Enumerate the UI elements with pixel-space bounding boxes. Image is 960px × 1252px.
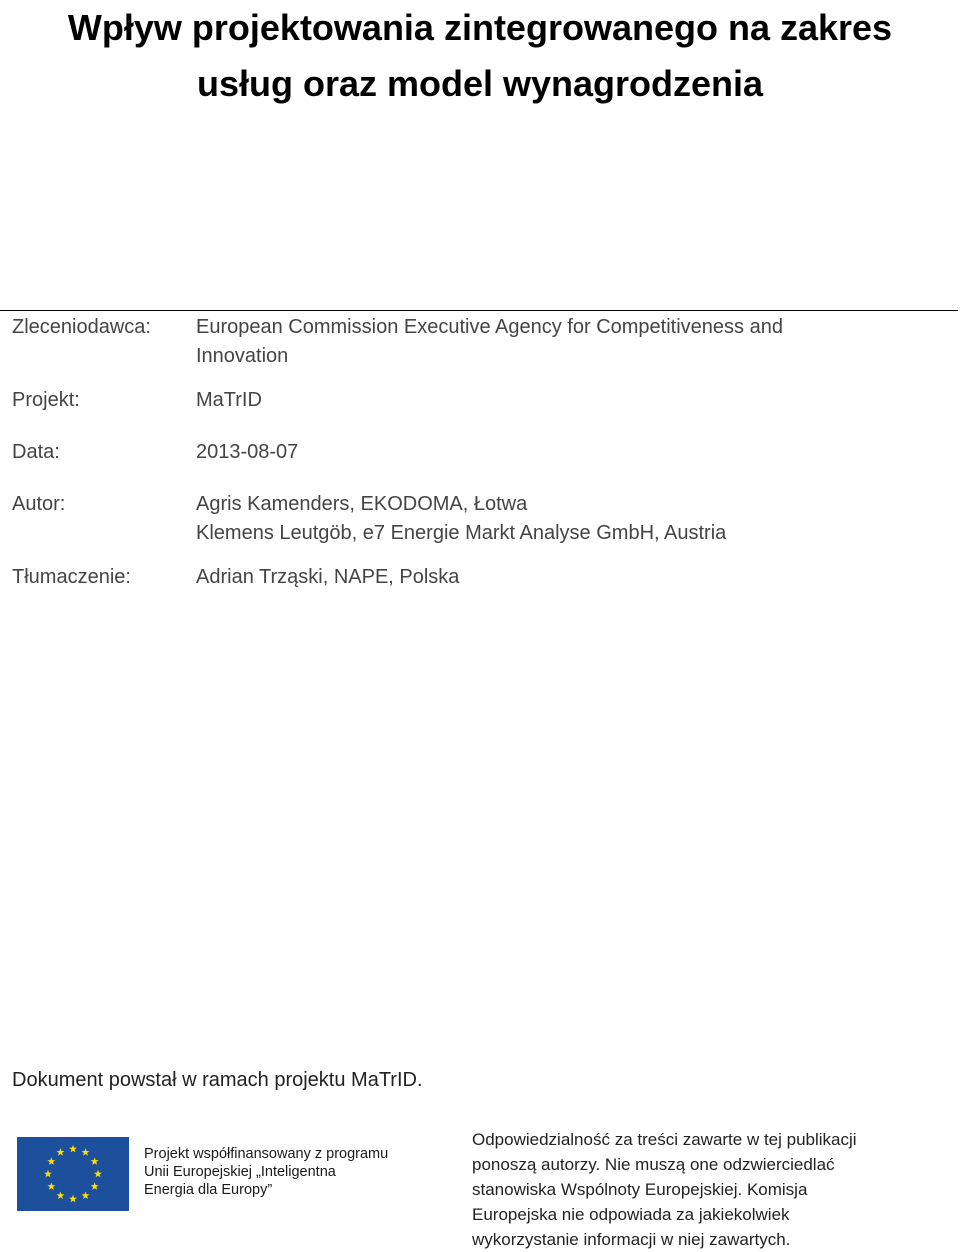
eu-star-icon (44, 1170, 52, 1178)
eu-star-icon (57, 1148, 65, 1156)
eu-funding-line-3: Energia dla Europy” (144, 1182, 273, 1198)
eu-funding-line-2: Unii Europejskiej „Inteligentna (144, 1164, 336, 1180)
eu-star-icon (69, 1145, 77, 1153)
eu-star-icon (91, 1157, 99, 1165)
author-label: Autor: (12, 493, 66, 515)
eu-funding-block (17, 1137, 407, 1213)
project-value: MaTrID (196, 389, 262, 411)
author-value (196, 490, 726, 548)
document-title (0, 0, 960, 112)
eu-star-icon (47, 1182, 55, 1190)
eu-funding-line-1: Projekt współfinansowany z programu (144, 1146, 389, 1162)
eu-stars-icon (17, 1137, 129, 1211)
header-divider (0, 310, 958, 311)
eu-star-icon (69, 1195, 77, 1203)
translation-value: Adrian Trząski, NAPE, Polska (196, 566, 460, 588)
disclaimer-line-3: stanowiska Wspólnoty Europejskiej. Komisja (472, 1180, 808, 1199)
eu-star-icon (47, 1157, 55, 1165)
eu-funding-text (144, 1145, 388, 1199)
client-label: Zleceniodawca: (12, 316, 151, 338)
translation-label: Tłumaczenie: (12, 566, 131, 588)
project-note: Dokument powstał w ramach projektu MaTrID. (12, 1069, 423, 1091)
eu-star-icon (82, 1148, 90, 1156)
eu-star-icon (91, 1182, 99, 1190)
disclaimer (472, 1127, 952, 1252)
title-line-2: usług oraz model wynagrodzenia (196, 63, 764, 104)
client-value (196, 313, 783, 371)
project-label: Projekt: (12, 389, 80, 411)
title-line-1: Wpływ projektowania zintegrowanego na zakres (67, 7, 893, 48)
date-value: 2013-08-07 (196, 441, 299, 463)
author-line-1: Agris Kamenders, EKODOMA, Łotwa (196, 493, 528, 515)
disclaimer-line-1: Odpowiedzialność za treści zawarte w tej publikacji (472, 1130, 857, 1149)
author-line-2: Klemens Leutgöb, e7 Energie Markt Analyse GmbH, Austria (196, 522, 727, 544)
client-line-2: Innovation (196, 345, 289, 367)
eu-star-icon (57, 1191, 65, 1199)
disclaimer-line-5: wykorzystanie informacji w niej zawartych. (472, 1230, 791, 1249)
eu-star-icon (94, 1170, 102, 1178)
disclaimer-line-2: ponoszą autorzy. Nie muszą one odzwierciedlać (472, 1155, 835, 1174)
eu-flag-icon (17, 1137, 129, 1211)
date-label: Data: (12, 441, 60, 463)
client-line-1: European Commission Executive Agency for Competitiveness and (196, 316, 783, 338)
disclaimer-line-4: Europejska nie odpowiada za jakiekolwiek (472, 1205, 790, 1224)
eu-star-icon (82, 1191, 90, 1199)
